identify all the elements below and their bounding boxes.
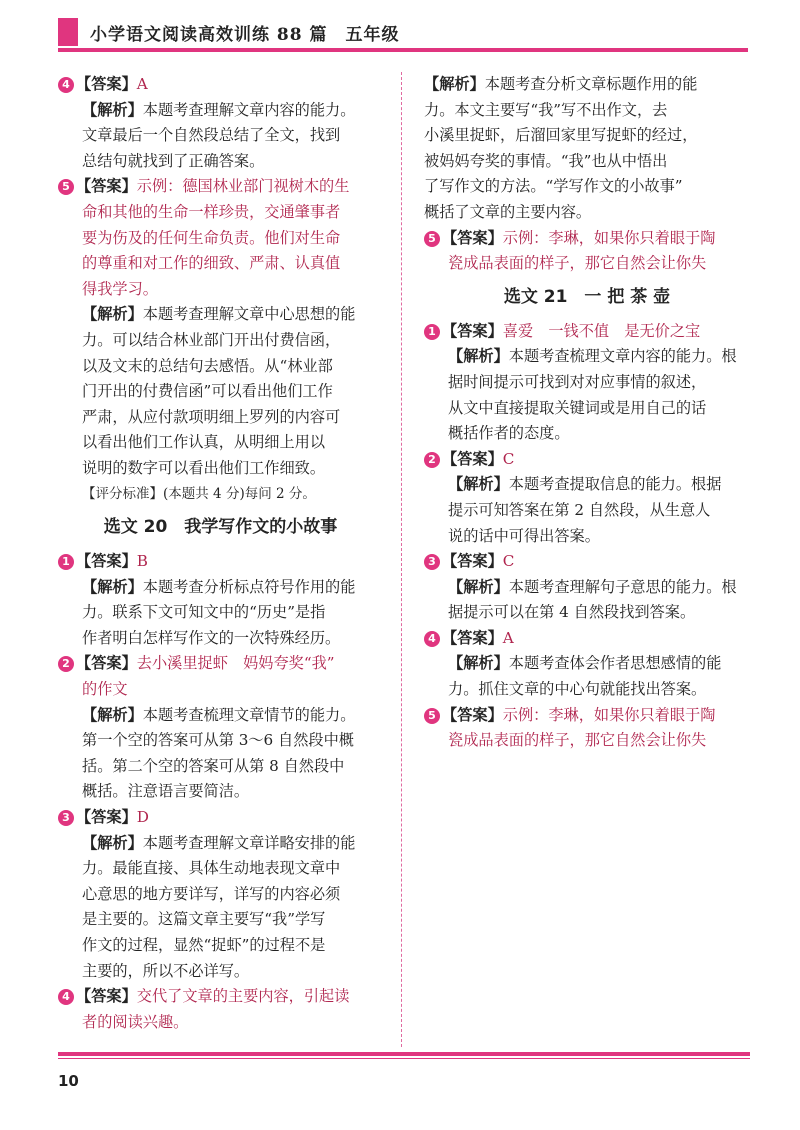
answer-line: 瓷成品表面的样子，那它自然会让你失 xyxy=(448,731,707,750)
answer-tag: 【答案】 xyxy=(76,808,137,827)
analysis-line: 力。抓住文章的中心句就能找出答案。 xyxy=(448,680,707,699)
analysis-line: 本题考查分析文章标题作用的能 xyxy=(484,75,698,93)
answer-text: C xyxy=(502,449,515,468)
analysis-line: 主要的，所以不必详写。 xyxy=(82,961,250,980)
answer-item-4-s21 xyxy=(424,626,750,703)
analysis-line: 作文的过程，显然“捉虾”的过程不是 xyxy=(82,936,326,954)
analysis-line: 严肃，从应付款项明细上罗列的内容可 xyxy=(82,407,341,426)
question-number-badge: 4 xyxy=(58,989,74,1005)
answer-tag: 【答案】 xyxy=(76,177,137,196)
analysis-line: 本题考查理解文章详略安排的能 xyxy=(142,833,356,852)
answer-tag: 【答案】 xyxy=(442,449,503,468)
answer-tag: 【答案】 xyxy=(76,552,137,571)
footer-rule-thin xyxy=(58,1058,750,1059)
analysis-tag: 【解析】 xyxy=(448,577,509,596)
left-column xyxy=(58,72,383,1035)
analysis-tag: 【解析】 xyxy=(82,100,143,119)
answer-line: 的作文 xyxy=(82,680,128,699)
answer-tag: 【答案】 xyxy=(442,705,503,724)
answer-tag: 【答案】 xyxy=(76,987,137,1006)
answer-item-2-s21 xyxy=(424,447,750,549)
section-title-20: 选文 20 我学写作文的小故事 xyxy=(103,517,338,538)
answer-tag: 【答案】 xyxy=(442,228,503,247)
analysis-line: 提示可知答案在第 2 自然段，从生意人 xyxy=(448,500,711,519)
analysis-line: 本题考查梳理文章内容的能力。根 xyxy=(508,347,737,366)
answer-item-3-s21 xyxy=(424,549,750,626)
answer-text: 示例：李琳，如果你只着眼于陶 xyxy=(502,228,716,247)
analysis-tag: 【解析】 xyxy=(424,75,485,93)
answer-item-5 xyxy=(424,226,750,277)
question-number-badge: 5 xyxy=(424,231,440,247)
answer-tag: 【答案】 xyxy=(76,654,137,673)
column-divider xyxy=(401,72,402,1047)
analysis-line: 被妈妈夸奖的事情。“我”也从中悟出 xyxy=(424,151,668,170)
analysis-line: 了写作文的方法。“学写作文的小故事” xyxy=(424,177,683,196)
answer-item-5-s21 xyxy=(424,703,750,754)
answer-text: 示例：德国林业部门视树木的生 xyxy=(136,177,350,196)
analysis-tag: 【解析】 xyxy=(448,654,509,673)
analysis-line: 概括了文章的主要内容。 xyxy=(424,202,592,221)
analysis-tag: 【解析】 xyxy=(448,475,509,494)
answer-tag: 【答案】 xyxy=(442,552,503,571)
answer-text: 喜爱 一钱不值 是无价之宝 xyxy=(502,321,701,340)
analysis-tag: 【解析】 xyxy=(448,347,509,366)
analysis-line: 据时间提示可找到对对应事情的叙述， xyxy=(448,372,707,391)
analysis-line: 文章最后一个自然段总结了全文，找到 xyxy=(82,126,341,145)
answer-item-1 xyxy=(58,549,383,651)
question-number-badge: 4 xyxy=(58,77,74,93)
question-number-badge: 1 xyxy=(424,324,440,340)
question-number-badge: 3 xyxy=(424,554,440,570)
analysis-line: 心意思的地方要详写，详写的内容必须 xyxy=(82,884,341,903)
answer-tag: 【答案】 xyxy=(442,321,503,340)
analysis-line: 力。本文主要写“我”写不出作文，去 xyxy=(424,100,668,119)
question-number-badge: 4 xyxy=(424,631,440,647)
answer-text: A xyxy=(136,75,148,93)
analysis-line: 说的话中可得出答案。 xyxy=(448,526,600,545)
analysis-line: 概括作者的态度。 xyxy=(448,424,570,443)
analysis-line: 概括。注意语言要简洁。 xyxy=(82,782,250,801)
page-number: 10 xyxy=(58,1072,79,1090)
page-header xyxy=(0,0,800,60)
analysis-line: 说明的数字可以看出他们工作细致。 xyxy=(82,458,325,477)
header-accent-block xyxy=(58,18,78,46)
answer-text: C xyxy=(502,552,515,571)
answer-line: 者的阅读兴趣。 xyxy=(82,1012,189,1031)
analysis-tag: 【解析】 xyxy=(82,305,143,324)
answer-text: D xyxy=(136,808,149,827)
analysis-tag: 【解析】 xyxy=(82,577,143,596)
answer-item-4-prev xyxy=(58,72,383,174)
question-number-badge: 5 xyxy=(424,708,440,724)
analysis-line: 以及文末的总结句去感悟。从“林业部 xyxy=(82,356,333,375)
analysis-line: 作者明白怎样写作文的一次特殊经历。 xyxy=(82,628,341,647)
answer-text: 示例：李琳，如果你只着眼于陶 xyxy=(502,705,716,724)
footer-rule xyxy=(58,1052,750,1056)
question-number-badge: 3 xyxy=(58,810,74,826)
analysis-line: 本题考查理解句子意思的能力。根 xyxy=(508,577,737,596)
answer-line: 得我学习。 xyxy=(82,279,158,298)
answer-text: 去小溪里捉虾 妈妈夸奖“我” xyxy=(136,654,335,673)
analysis-line: 括。第二个空的答案可从第 8 自然段中 xyxy=(82,756,345,775)
analysis-line: 本题考查梳理文章情节的能力。 xyxy=(142,705,356,724)
answer-item-4-cont xyxy=(424,72,750,226)
answer-item-1-s21 xyxy=(424,319,750,447)
answer-line: 的尊重和对工作的细致、严肃、认真值 xyxy=(82,254,341,273)
analysis-line: 本题考查提取信息的能力。根据 xyxy=(508,475,722,494)
question-number-badge: 2 xyxy=(58,656,74,672)
analysis-line: 以看出他们工作认真，从明细上用以 xyxy=(82,433,325,452)
analysis-line: 本题考查体会作者思想感情的能 xyxy=(508,654,722,673)
analysis-line: 小溪里捉虾，后溜回家里写捉虾的经过， xyxy=(424,126,698,145)
analysis-line: 是主要的。这篇文章主要写“我”学写 xyxy=(82,910,326,929)
answer-text: A xyxy=(502,628,514,647)
analysis-line: 力。可以结合林业部门开出付费信函， xyxy=(82,330,341,349)
analysis-tag: 【解析】 xyxy=(82,833,143,852)
analysis-line: 力。最能直接、具体生动地表现文章中 xyxy=(82,859,341,878)
analysis-line: 门开出的付费信函”可以看出他们工作 xyxy=(82,382,333,401)
answer-line: 要为伤及的任何生命负责。他们对生命 xyxy=(82,228,341,247)
answer-tag: 【答案】 xyxy=(76,75,137,93)
answer-tag: 【答案】 xyxy=(442,628,503,647)
question-number-badge: 2 xyxy=(424,452,440,468)
answer-item-2 xyxy=(58,651,383,805)
analysis-line: 本题考查理解文章中心思想的能 xyxy=(142,305,356,324)
question-number-badge: 1 xyxy=(58,554,74,570)
header-rule xyxy=(58,48,748,52)
analysis-line: 力。联系下文可知文中的“历史”是指 xyxy=(82,603,326,622)
scoring-criteria: 【评分标准】(本题共 4 分)每问 2 分。 xyxy=(82,485,316,502)
analysis-line: 从文中直接提取关键词或是用自己的话 xyxy=(448,398,707,417)
answer-item-5-prev xyxy=(58,174,383,507)
answer-item-4 xyxy=(58,984,383,1035)
answer-line: 瓷成品表面的样子，那它自然会让你失 xyxy=(448,254,707,273)
answer-text: B xyxy=(136,552,148,571)
answer-item-3 xyxy=(58,805,383,984)
right-column xyxy=(424,72,750,754)
analysis-tag: 【解析】 xyxy=(82,705,143,724)
analysis-line: 本题考查理解文章内容的能力。 xyxy=(142,100,356,119)
answer-line: 命和其他的生命一样珍贵，交通肇事者 xyxy=(82,202,341,221)
analysis-line: 总结句就找到了正确答案。 xyxy=(82,151,265,170)
analysis-line: 据提示可以在第 4 自然段找到答案。 xyxy=(448,603,696,622)
analysis-line: 本题考查分析标点符号作用的能 xyxy=(142,577,356,596)
section-title-21: 选文 21 一 把 茶 壶 xyxy=(503,286,671,307)
answer-text: 交代了文章的主要内容，引起读 xyxy=(136,987,350,1006)
question-number-badge: 5 xyxy=(58,179,74,195)
header-title: 小学语文阅读高效训练 88 篇 五年级 xyxy=(90,25,400,45)
analysis-line: 第一个空的答案可从第 3～6 自然段中概 xyxy=(82,731,354,750)
